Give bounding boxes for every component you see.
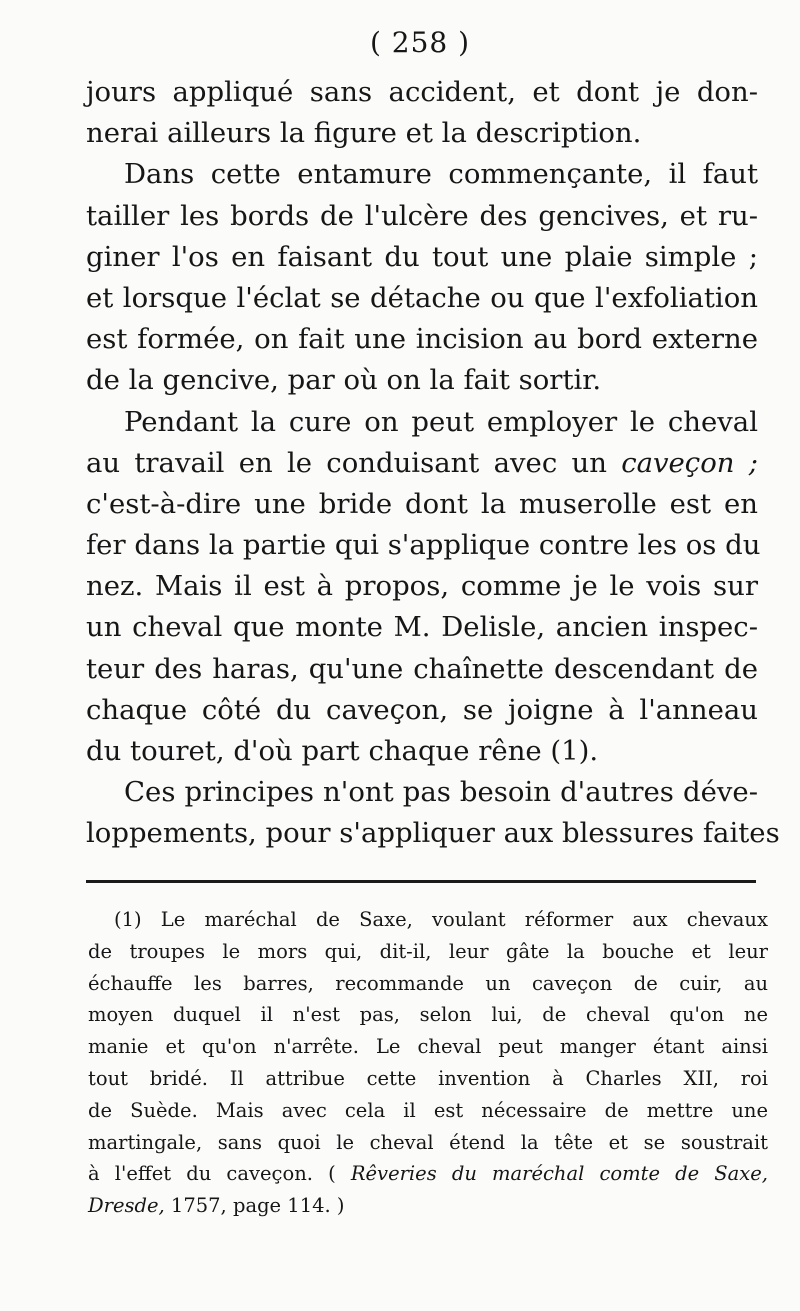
body-line: teur des haras, qu'une chaînette descendant de [86,652,758,685]
body-line: jours appliqué sans accident, et dont je don- [86,76,758,108]
body-line: nerai ailleurs la figure et la description. [86,117,642,150]
body-line: c'est-à-dire une bride dont la muserolle est en [86,487,758,520]
body-line: et lorsque l'éclat se détache ou que l'exfoliation [86,281,758,314]
body-line: Ces principes n'ont pas besoin d'autres déve- [124,776,758,809]
body-line: Dans cette entamure commençante, il faut [124,158,758,191]
italic-term-caveçon: caveçon ; [621,446,758,479]
body-line: nez. Mais il est à propos, comme je le vois sur [86,570,758,603]
page-number: ( 258 ) [369,26,471,59]
footnote-line [88,1158,768,1190]
body-line: giner l'os en faisant du tout une plaie simple ; [86,240,758,273]
footnote-line: de troupes le mors qui, dit-il, leur gâte la bouche et leur [88,939,768,963]
footnote-line: échauffe les barres, recommande un caveçon de cuir, au [88,971,768,995]
body-line [86,443,758,484]
body-line: chaque côté du caveçon, se joigne à l'anneau [86,693,758,726]
body-line: un cheval que monte M. Delisle, ancien inspec- [86,611,758,644]
citation-details: 1757, page 114. ) [164,1194,345,1218]
body-line: fer dans la partie qui s'applique contre les os du [86,529,761,562]
body-line: du touret, d'où part chaque rêne (1). [86,735,599,767]
footnote-line [88,1190,768,1222]
body-text [86,72,780,855]
body-line-text: au travail en le conduisant avec un [86,446,607,479]
citation-title: Rêveries du maréchal comte de Saxe, [350,1162,768,1186]
body-line: Pendant la cure on peut employer le cheval [124,405,758,438]
footnote-line: tout bridé. Il attribue cette invention à Charles XII, roi [88,1066,768,1090]
body-line: de la gencive, par où on la fait sortir. [86,364,602,397]
footnote-line: manie et qu'on n'arrête. Le cheval peut manger étant ainsi [88,1035,768,1059]
footnote-line: de Suède. Mais avec cela il est nécessaire de mettre une [88,1098,768,1122]
citation-place: Dresde, [88,1194,165,1218]
footnote-line: (1) Le maréchal de Saxe, voulant réformer aux chevaux [114,908,768,931]
footnote-divider [86,880,756,883]
body-line: tailler les bords de l'ulcère des gencives, et ru- [86,199,758,232]
footnote [88,904,768,1222]
footnote-line: martingale, sans quoi le cheval étend la tête et se soustrait [88,1130,768,1154]
body-line: loppements, pour s'appliquer aux blessures faites [86,817,780,850]
footnote-line-text: à l'effet du caveçon. ( [88,1162,336,1186]
body-line: est formée, on fait une incision au bord externe [86,323,758,356]
footnote-line: moyen duquel il n'est pas, selon lui, de cheval qu'on ne [88,1003,768,1027]
